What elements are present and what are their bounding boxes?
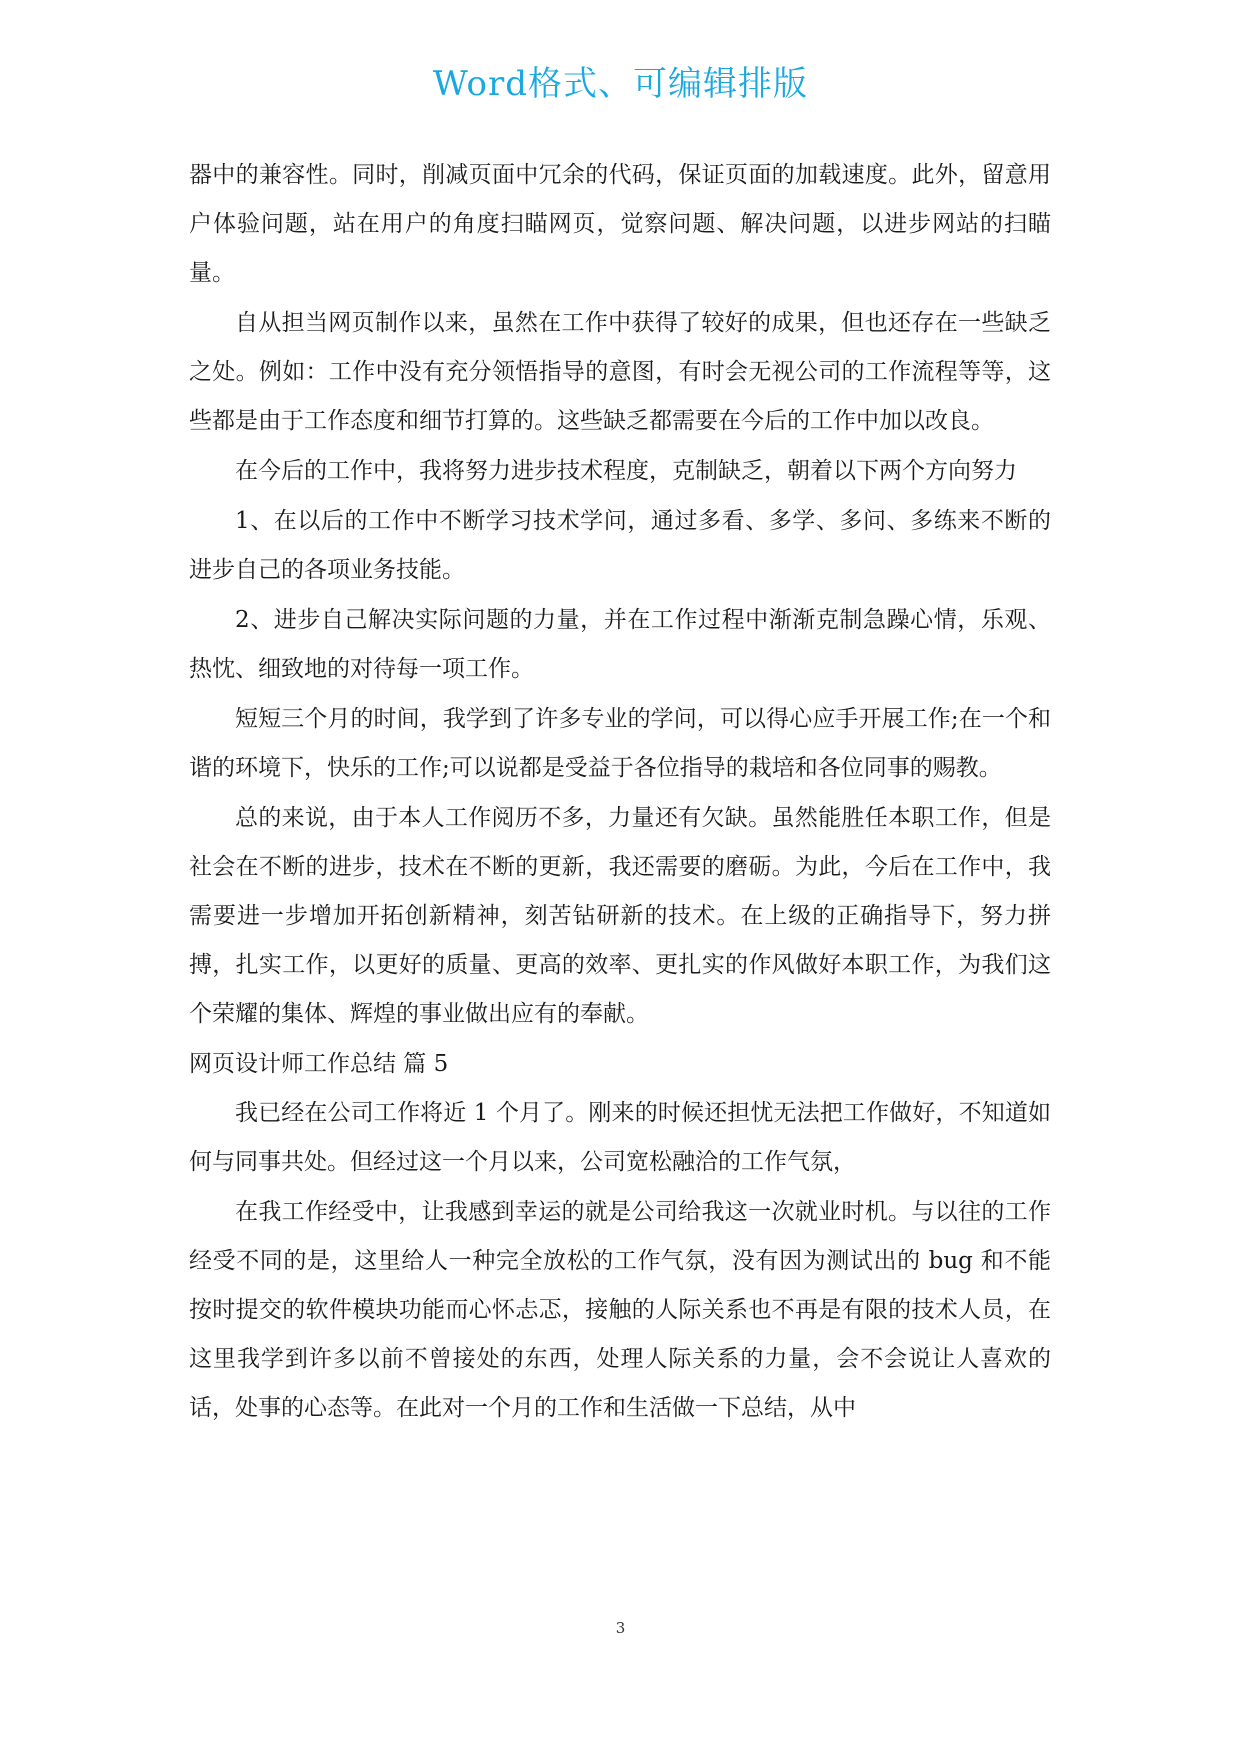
page-header-title: Word格式、可编辑排版 — [432, 64, 809, 104]
page-number: 3 — [615, 1619, 626, 1637]
list-item-paragraph: 2、进步自己解决实际问题的力量，并在工作过程中渐渐克制急躁心情，乐观、热忱、细致地的对待每一项工作。 — [189, 607, 1051, 682]
paragraph: 短短三个月的时间，我学到了许多专业的学问，可以得心应手开展工作;在一个和谐的环境下，快乐的工作;可以说都是受益于各位指导的栽培和各位同事的赐教。 — [189, 706, 1051, 781]
paragraph: 在今后的工作中，我将努力进步技术程度，克制缺乏，朝着以下两个方向努力 — [235, 458, 1017, 484]
paragraph: 器中的兼容性。同时，削减页面中冗余的代码，保证页面的加载速度。此外，留意用户体验问题，站在用户的角度扫瞄网页，觉察问题、解决问题，以进步网站的扫瞄量。 — [189, 162, 1051, 286]
paragraph: 在我工作经受中，让我感到幸运的就是公司给我这一次就业时机。与以往的工作经受不同的是，这里给人一种完全放松的工作气氛，没有因为测试出的 bug 和不能按时提交的软件模块功能而心怀忐忑，接触的人际关系也不再是有限的技术人员，在这里我学到许多以前不曾接处的东西，处理人际关系的力量，会不会说让人喜欢的话，处事的心态等。在此对一个月的工作和生活做一下总结，从中 — [189, 1199, 1051, 1421]
paragraph: 我已经在公司工作将近 1 个月了。刚来的时候还担忧无法把工作做好，不知道如何与同事共处。但经过这一个月以来，公司宽松融洽的工作气氛， — [189, 1100, 1051, 1175]
paragraph: 自从担当网页制作以来，虽然在工作中获得了较好的成果，但也还存在一些缺乏之处。例如：工作中没有充分领悟指导的意图，有时会无视公司的工作流程等等，这些都是由于工作态度和细节打算的。这些缺乏都需要在今后的工作中加以改良。 — [189, 310, 1051, 434]
section-heading: 网页设计师工作总结 篇 5 — [189, 1051, 449, 1077]
list-item-paragraph: 1、在以后的工作中不断学习技术学问，通过多看、多学、多问、多练来不断的进步自己的各项业务技能。 — [189, 508, 1051, 583]
document-body — [189, 151, 1051, 1434]
paragraph: 总的来说，由于本人工作阅历不多，力量还有欠缺。虽然能胜任本职工作，但是社会在不断的进步，技术在不断的更新，我还需要的磨砺。为此，今后在工作中，我需要进一步增加开拓创新精神，刻苦钻研新的技术。在上级的正确指导下，努力拼搏，扎实工作，以更好的质量、更高的效率、更扎实的作风做好本职工作，为我们这个荣耀的集体、辉煌的事业做出应有的奉献。 — [189, 805, 1051, 1027]
